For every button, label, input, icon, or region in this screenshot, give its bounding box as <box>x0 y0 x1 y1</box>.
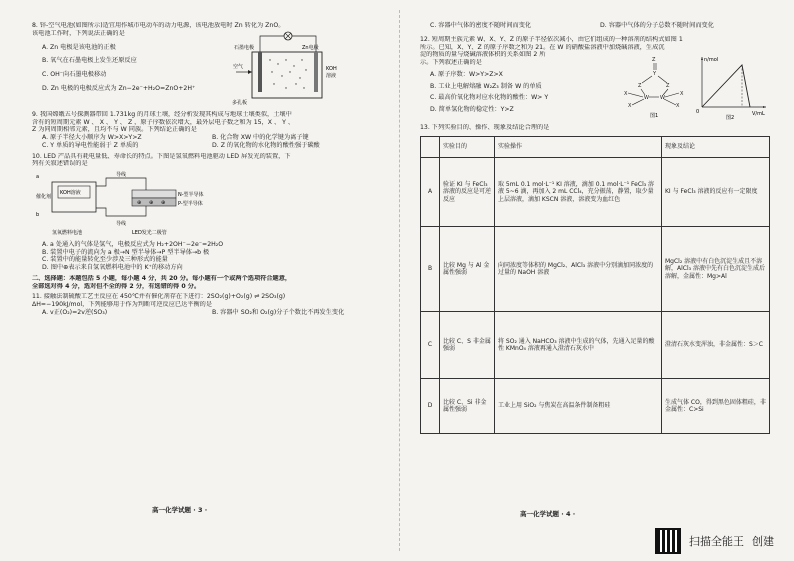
koh-solution-label: KOH溶液 <box>60 190 81 196</box>
svg-text:W: W <box>660 95 665 102</box>
q12-stem-2: 所示。已知，X、Y、Z 的原子序数之和为 21。在 W 的硝酸盐溶液中加烧碱溶液，生成沉 <box>420 43 665 51</box>
row-operation: 工业上用 SiO₂ 与焦炭在高温条件制备粗硅 <box>495 379 662 434</box>
wire-bottom-label: 导线 <box>116 221 127 227</box>
scanner-brand: 扫描全能王 <box>689 535 744 548</box>
air-label: 空气 <box>233 63 244 70</box>
terminal-b-label: b <box>36 212 40 218</box>
row-label: A <box>421 158 440 227</box>
q9-stem-3: Z 为同周期相邻元素，且均不与 W 同族。下列结论正确的是 <box>32 126 197 134</box>
battery-case <box>252 52 322 98</box>
q13-stem: 13. 下列实验目的、操作、现象及结论合理的是 <box>420 124 550 132</box>
n-type-label: N-型半导体 <box>178 192 204 198</box>
x-axis-label: V/mL <box>752 111 765 118</box>
row-purpose: 验证 KI 与 FeCl₃ 溶液的反应是可逆反应 <box>440 158 495 227</box>
table-header-blank <box>421 137 440 158</box>
row-label: C <box>421 312 440 379</box>
q11-option-c: C. 容器中气体的密度不随时间而变化 <box>430 22 532 29</box>
scanner-action: 创建 <box>752 535 774 548</box>
q8-option-a: A. Zn 电极是该电池的正极 <box>42 43 116 51</box>
q8-stem-1: 8. 锌-空气电池(如图所示)适宜用作城市电动车的动力电源，该电池放电时 Zn 转化为 ZnO。 <box>32 22 285 29</box>
precipitate-curve <box>702 65 750 107</box>
row-result: 澄清石灰水变浑浊，非金属性：S＞C <box>662 312 770 379</box>
precipitate-graph-figure-2 <box>690 51 770 121</box>
svg-text:Z: Z <box>666 83 670 90</box>
row-operation: 取 5mL 0.1 mol·L⁻¹ KI 溶液，滴加 0.1 mol·L⁻¹ FeCl₃ 溶液 5~6 滴，再加入 2 mL CCl₄，充分振荡，静置，取少量上层溶液，滴加 KSCN 溶液，溶液变为血红色 <box>495 158 662 227</box>
led-caption: LED发光二极管 <box>132 230 167 236</box>
structural-formula-figure-1 <box>620 51 690 121</box>
q12-stem-1: 12. 短周期主族元素 W、X、Y、Z 的原子半径依次减小，由它们组成的一种溶剂的结构式如图 1 <box>420 35 683 43</box>
origin-label: 0 <box>696 109 700 116</box>
section-2-heading <box>32 275 388 291</box>
q11-stem-2: ΔH=−190kJ/mol，下列能够用于作为判断可逆反应已达平衡的是 <box>32 301 213 308</box>
svg-text:W: W <box>644 95 649 102</box>
question-13 <box>420 124 770 434</box>
svg-text:Z: Z <box>638 83 642 90</box>
question-8 <box>32 22 388 108</box>
zn-electrode-label: Zn电极 <box>302 44 319 51</box>
table-row <box>421 227 770 312</box>
q11-option-d: D. 容器中气体的分子总数不随时间而变化 <box>600 22 714 29</box>
row-result: KI 与 FeCl₃ 溶液的反应有一定限度 <box>662 158 770 227</box>
q9-option-b: B. 化合物 XW 中的化学键为离子键 <box>212 134 309 141</box>
right-page <box>420 22 770 527</box>
fuel-cell-caption: 氢氧燃料电池 <box>52 230 83 236</box>
table-row <box>421 379 770 434</box>
solution-label: 溶液 <box>326 72 337 79</box>
table-header-purpose: 实验目的 <box>440 137 495 158</box>
q8-stem-2: 该电池工作时，下列说法正确的是 <box>32 29 125 37</box>
row-purpose: 比较 C、Si 非金属性强弱 <box>440 379 495 434</box>
qr-code-icon <box>655 528 681 554</box>
q9-option-a: A. 原子半径大小顺序为 W>X>Y>Z <box>42 134 142 141</box>
p-type-label: P-型半导体 <box>178 201 203 207</box>
q8-option-b: B. 氧气在石墨电极上发生还原反应 <box>42 57 137 65</box>
svg-text:X: X <box>676 103 680 110</box>
row-result: MgCl₂ 溶液中有白色沉淀生成且不溶解，AlCl₃ 溶液中先有白色沉淀生成后溶解，金属性：Mg>Al <box>662 227 770 312</box>
svg-text:Y: Y <box>653 71 657 78</box>
q11-option-a: A. v正(O₂)=2v逆(SO₃) <box>42 308 108 316</box>
q12-option-c: C. 最高价氧化物对应水化物的酸性：W> Y <box>430 94 549 102</box>
figure-1-caption: 图1 <box>650 113 659 120</box>
q10-option-c: C. 装置中的能量转化至少涉及三种形式的能量 <box>42 256 168 264</box>
svg-text:X: X <box>628 103 632 110</box>
q11-option-b: B. 容器中 SO₂和 O₂(g)分子个数比不再发生变化 <box>212 308 345 316</box>
row-label: B <box>421 227 440 312</box>
row-result: 生成气体 CO，得到黑色固体粗硅，非金属性：C>Si <box>662 379 770 434</box>
left-page <box>32 22 388 527</box>
q12-option-d: D. 简单氢化物的稳定性：Y>Z <box>430 106 514 113</box>
figure-2-caption: 图2 <box>726 115 735 122</box>
row-operation: 向同浓度等体积的 MgCl₂、AlCl₃ 溶液中分别滴加同浓度的过量的 NaOH 溶液 <box>495 227 662 312</box>
table-row <box>421 158 770 227</box>
table-header-operation: 实验操作 <box>495 137 662 158</box>
experiment-table <box>420 136 770 434</box>
n-semiconductor <box>132 190 176 198</box>
page-fold <box>399 10 401 551</box>
table-row <box>421 312 770 379</box>
q12-option-a: A. 原子序数：W>Y>Z>X <box>430 70 503 78</box>
q9-stem-1: 9. 我国嫦娥五号探测器带回 1.731kg 的月球土壤，经分析发现其构成与地球土壤类似，土壤中 <box>32 110 292 118</box>
q11-continued <box>420 22 770 30</box>
section-2-line-2: 全部选对得 4 分，选对但不全的得 2 分，有选错的得 0 分。 <box>32 282 201 290</box>
zinc-air-battery-diagram <box>230 30 350 108</box>
q9-option-c: C. Y 单质的导电性能弱于 Z 单质的 <box>42 141 139 149</box>
y-axis-label: n/mol <box>704 57 719 64</box>
q10-stem-1: 10. LED 产品具有耗电量低、寿命长的特点。下图是氢氧燃料电池驱动 LED 屏发光的装置，下 <box>32 152 291 160</box>
row-purpose: 比较 Mg 与 Al 金属性强弱 <box>440 227 495 312</box>
right-page-footer: 高一化学试题 · 4 · <box>520 510 576 518</box>
question-10 <box>32 153 388 272</box>
q10-option-a: A. a 处通入的气体是氢气，电极反应式为 H₂+2OH⁻−2e⁻=2H₂O <box>42 240 224 248</box>
section-2-line-1: 二、选择题：本题包括 5 小题，每小题 4 分，共 20 分。每小题有一个或两个选项符合题意， <box>32 274 292 282</box>
question-9 <box>32 111 388 150</box>
q9-option-d: D. Z 的氧化物的水化物的酸性强于碳酸 <box>212 141 320 149</box>
fuel-cell-box <box>52 182 96 212</box>
graphite-electrode-label: 石墨电极 <box>234 44 255 51</box>
scanner-watermark <box>655 528 782 554</box>
table-header-row <box>421 137 770 158</box>
catalyst-label: 催化剂 <box>36 194 52 200</box>
row-label: D <box>421 379 440 434</box>
row-operation: 将 SO₂ 通入 NaHCO₃ 溶液中生成的气体，先通入足量的酸性 KMnO₄ 溶液再通入澄清石灰水中 <box>495 312 662 379</box>
q10-option-b: B. 装置中电子的流向为 a 极→N 型半导体→P 型半导体→b 极 <box>42 248 210 256</box>
q11-stem-1: 11. 接触法制硫酸工艺主反应在 450℃并有催化剂存在下进行：2SO₂(g)+O₂(g) ⇌ 2SO₃(g) <box>32 293 286 301</box>
terminal-a-label: a <box>36 174 40 180</box>
porous-plate-label: 多孔板 <box>232 99 248 106</box>
q8-option-c: C. OH⁻向石墨电极移动 <box>42 71 107 78</box>
svg-text:⊕: ⊕ <box>161 200 166 206</box>
koh-label: KOH <box>326 65 337 72</box>
svg-text:X: X <box>680 91 684 98</box>
q9-stem-2: 含有的短周期元素 W 、 X 、 Y 、 Z ，原子序数依次增大，最外层电子数之和为 15，X 、 Y 、 <box>32 118 295 126</box>
q10-stem-2: 列有关叙述错误的是 <box>32 160 88 168</box>
scanner-text <box>689 533 782 549</box>
q8-option-d: D. Zn 电极的电极反应式为 Zn−2e⁻+H₂O=ZnO+2H⁺ <box>42 84 196 92</box>
svg-text:X: X <box>624 91 628 98</box>
q10-option-d: D. 图中⊕表示来自氢氧燃料电池中的 K⁺的移动方向 <box>42 264 183 271</box>
question-12 <box>420 36 770 122</box>
table-header-result: 现象及结论 <box>662 137 770 158</box>
svg-text:⊕: ⊕ <box>137 200 142 206</box>
q12-stem-3: 淀的物质的量与烧碱溶液体积的关系如图 2 所 <box>420 51 546 59</box>
question-11 <box>32 293 388 316</box>
led-fuel-cell-diagram <box>36 168 256 238</box>
wire-top-label: 导线 <box>116 172 127 178</box>
q12-stem-4: 示。下列叙述正确的是 <box>420 59 482 66</box>
svg-text:⊕: ⊕ <box>149 200 154 206</box>
svg-text:Z: Z <box>652 57 656 64</box>
row-purpose: 比较 C、S 非金属强弱 <box>440 312 495 379</box>
q12-option-b: B. 工业上电解熔融 W₂Z₃ 制备 W 的单质 <box>430 82 542 90</box>
left-page-footer: 高一化学试题 · 3 · <box>152 506 208 514</box>
